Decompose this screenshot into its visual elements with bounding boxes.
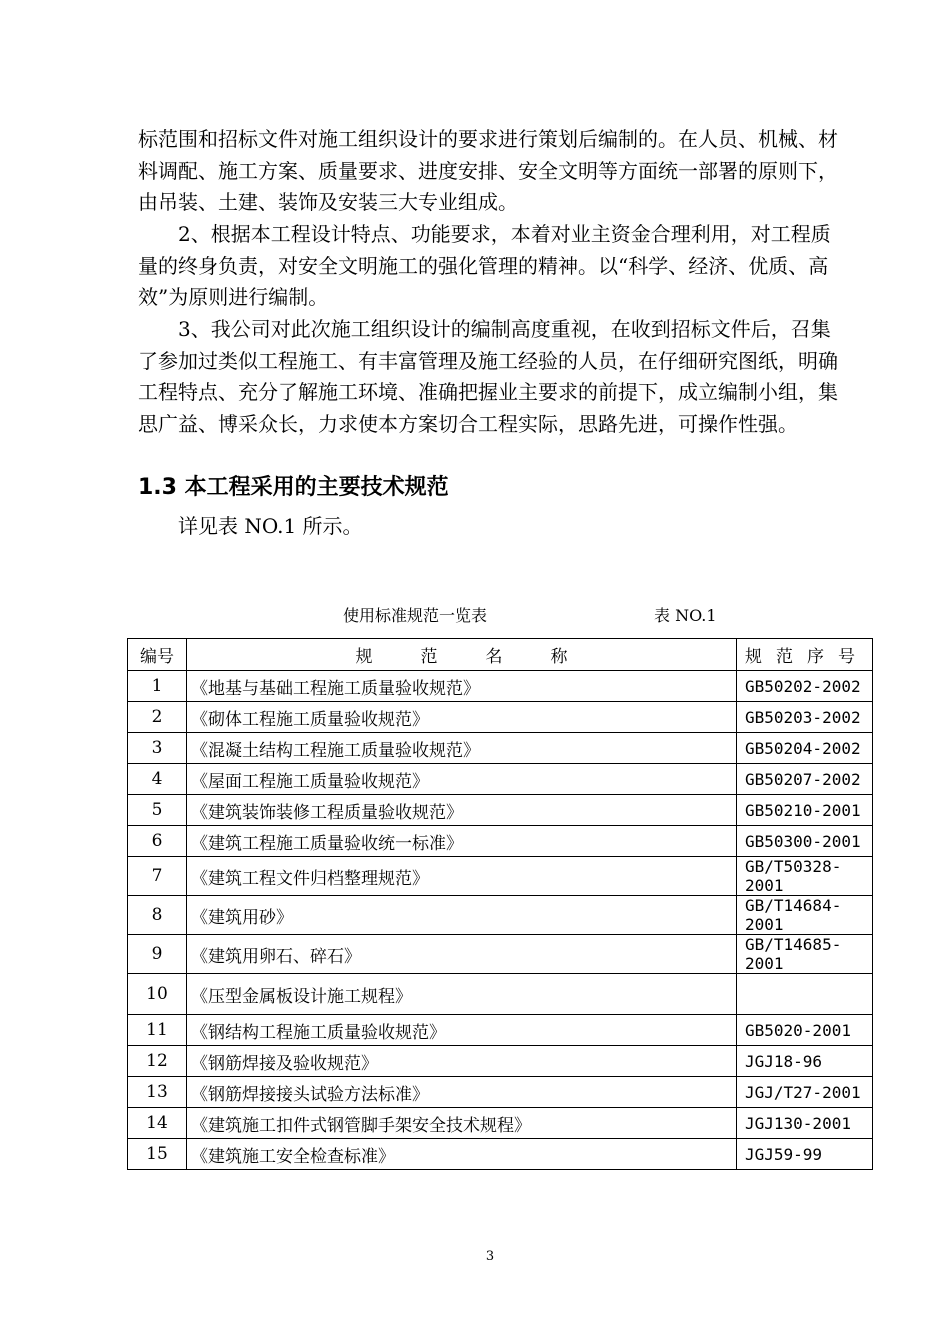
cell-no: 3	[128, 733, 187, 764]
cell-code: GB50204-2002	[737, 733, 873, 764]
cell-code: GB/T14685-2001	[737, 935, 873, 974]
cell-code: GB/T50328-2001	[737, 857, 873, 896]
cell-name: 《压型金属板设计施工规程》	[187, 974, 737, 1015]
cell-code: JGJ59-99	[737, 1139, 873, 1170]
cell-code: JGJ/T27-2001	[737, 1077, 873, 1108]
cell-name: 《屋面工程施工质量验收规范》	[187, 764, 737, 795]
paragraph-point-3: 3、我公司对此次施工组织设计的编制高度重视，在收到招标文件后，召集了参加过类似工程施工、有丰富管理及施工经验的人员，在仔细研究图纸，明确工程特点、充分了解施工环境、准确把握业主要求的前提下，成立编制小组，集思广益、博采众长，力求使本方案切合工程实际，思路先进，可操作性强。	[138, 317, 838, 436]
table-row	[128, 733, 873, 764]
cell-name: 《钢筋焊接接头试验方法标准》	[187, 1077, 737, 1108]
cell-no: 6	[128, 826, 187, 857]
cell-name: 《建筑工程施工质量验收统一标准》	[187, 826, 737, 857]
cell-name: 《钢筋焊接及验收规范》	[187, 1046, 737, 1077]
table-row	[128, 671, 873, 702]
table-row	[128, 1077, 873, 1108]
cell-code: GB50210-2001	[737, 795, 873, 826]
cell-no: 7	[128, 857, 187, 896]
section-heading: 1.3 本工程采用的主要技术规范	[138, 475, 449, 500]
cell-no: 1	[128, 671, 187, 702]
header-no: 编号	[128, 639, 187, 671]
cell-name: 《砌体工程施工质量验收规范》	[187, 702, 737, 733]
table-number: 表 NO.1	[654, 606, 717, 625]
cell-name: 《建筑工程文件归档整理规范》	[187, 857, 737, 896]
cell-code: JGJ18-96	[737, 1046, 873, 1077]
table-row	[128, 764, 873, 795]
cell-code: GB50207-2002	[737, 764, 873, 795]
cell-code: GB50300-2001	[737, 826, 873, 857]
table-row	[128, 1108, 873, 1139]
cell-code	[737, 974, 873, 1015]
cell-no: 8	[128, 896, 187, 935]
header-code: 规范序号	[737, 639, 873, 671]
cell-no: 14	[128, 1108, 187, 1139]
cell-name: 《钢结构工程施工质量验收规范》	[187, 1015, 737, 1046]
cell-code: GB50202-2002	[737, 671, 873, 702]
table-row	[128, 795, 873, 826]
table-row	[128, 896, 873, 935]
table-caption: 使用标准规范一览表	[343, 606, 488, 625]
header-name: 规范名称	[187, 639, 737, 671]
cell-code: JGJ130-2001	[737, 1108, 873, 1139]
cell-no: 10	[128, 974, 187, 1015]
cell-name: 《混凝土结构工程施工质量验收规范》	[187, 733, 737, 764]
cell-name: 《建筑施工安全检查标准》	[187, 1139, 737, 1170]
table-reference-note: 详见表 NO.1 所示。	[178, 514, 363, 538]
cell-name: 《建筑用砂》	[187, 896, 737, 935]
cell-name: 《建筑用卵石、碎石》	[187, 935, 737, 974]
cell-no: 2	[128, 702, 187, 733]
cell-name: 《建筑施工扣件式钢管脚手架安全技术规程》	[187, 1108, 737, 1139]
cell-code: GB/T14684-2001	[737, 896, 873, 935]
cell-no: 5	[128, 795, 187, 826]
cell-no: 9	[128, 935, 187, 974]
cell-no: 12	[128, 1046, 187, 1077]
cell-no: 11	[128, 1015, 187, 1046]
table-row	[128, 974, 873, 1015]
cell-name: 《地基与基础工程施工质量验收规范》	[187, 671, 737, 702]
table-row	[128, 1139, 873, 1170]
table-row	[128, 702, 873, 733]
table-row	[128, 1046, 873, 1077]
cell-code: GB50203-2002	[737, 702, 873, 733]
table-row	[128, 935, 873, 974]
cell-code: GB5020-2001	[737, 1015, 873, 1046]
cell-no: 13	[128, 1077, 187, 1108]
table-row	[128, 826, 873, 857]
cell-no: 4	[128, 764, 187, 795]
table-row	[128, 1015, 873, 1046]
cell-no: 15	[128, 1139, 187, 1170]
cell-name: 《建筑装饰装修工程质量验收规范》	[187, 795, 737, 826]
page-number: 3	[485, 1249, 495, 1264]
standards-table	[127, 638, 873, 1170]
paragraph-scope: 标范围和招标文件对施工组织设计的要求进行策划后编制的。在人员、机械、材料调配、施工方案、质量要求、进度安排、安全文明等方面统一部署的原则下，由吊装、土建、装饰及安装三大专业组成。	[138, 127, 838, 214]
table-header-row	[128, 639, 873, 671]
paragraph-point-2: 2、根据本工程设计特点、功能要求，本着对业主资金合理利用，对工程质量的终身负责，对安全文明施工的强化管理的精神。以“科学、经济、优质、高效”为原则进行编制。	[138, 222, 831, 309]
table-row	[128, 857, 873, 896]
